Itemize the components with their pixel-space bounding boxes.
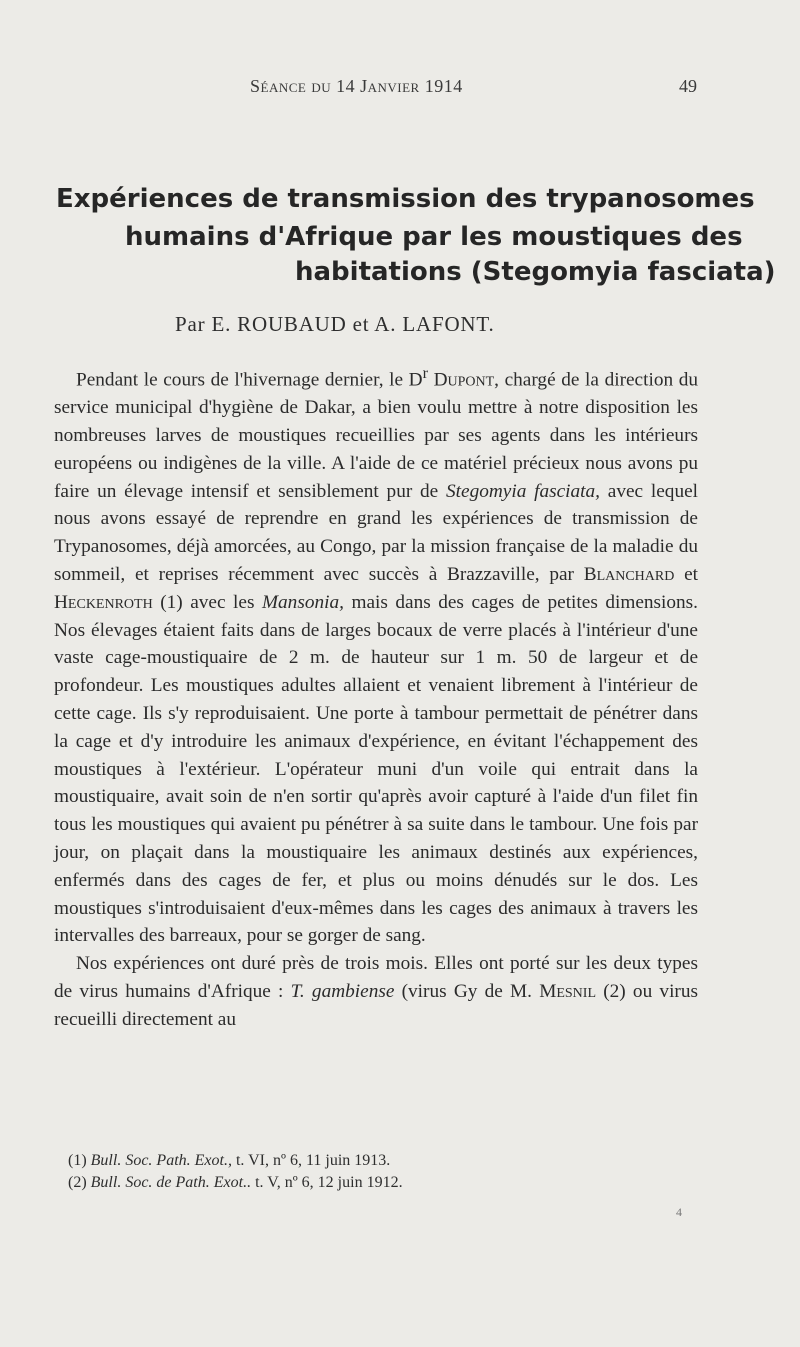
author-name: Blanchard [583,564,675,585]
article-title-line-3: habitations (Stegomyia fasciata) [295,257,776,287]
article-body [54,360,698,1034]
species-name: T. gambiense [290,980,395,1002]
author-byline: Par E. ROUBAUD et A. LAFONT. [175,312,495,336]
species-name: Mansonia, [261,591,344,613]
footnote-1: (1) Bull. Soc. Path. Exot., t. VI, nº 6, 11 juin 1913. [68,1152,391,1169]
article-title-line-1: Expériences de transmission des trypanosomes [56,184,755,214]
footnote-2: (2) Bull. Soc. de Path. Exot.. t. V, nº 6, 12 juin 1912. [68,1174,403,1191]
species-name: Stegomyia fasciata, [446,480,601,502]
margin-mark: 4 [676,1205,682,1219]
paragraph-1: Pendant le cours de l'hivernage dernier, le $D^r$ Dupont, chargé de la direction du service municipal d'hygiène de Dakar, a bien voulu mettre à notre disposition les nombreuses larves de moustiques recueillies par ses agents dans les intérieurs européens ou indigènes de la ville. A l'aide de ce matériel précieux nous avons pu faire un élevage intensif et sensiblement pur de Stegomyia fasciata, avec lequel nous avons essayé de reprendre en grand les expériences de transmission de Trypanosomes, déjà amorcées, au Congo, par la mission française de la maladie du sommeil, et reprises récemment avec succès à Brazzaville, par Blanchard et Heckenroth (1) avec les Mansonia, mais dans des cages de petites dimensions. Nos élevages étaient faits dans de larges bocaux de verre placés à l'intérieur d'une vaste cage-moustiquaire de 2 m. de hauteur sur 1 m. 50 de largeur et de profondeur. Les moustiques adultes allaient et venaient librement à l'intérieur de cette cage. Ils s'y reproduisaient. Une porte à tambour permettait de pénétrer dans la cage et d'y introduire les animaux d'expérience, en évitant l'échappement des moustiques à l'extérieur. L'opérateur muni d'un voile qui entrait dans la moustiquaire, avait soin de n'en sortir qu'après avoir capturé à l'aide d'un filet fin tous les moustiques qui avaient pu pénétrer à sa suite dans le tambour. Une fois par jour, on plaçait dans la moustiquaire les animaux destinés aux expériences, enfermés dans des cages de fer, et plus ou moins dénudés sur le dos. Les moustiques s'introduisaient d'eux-mêmes dans les cages des animaux à travers les intervalles des barreaux, pour se gorger de sang. [54,365,698,947]
article-title-line-2: humains d'Afrique par les moustiques des [125,222,743,252]
page-number: 49 [679,76,697,96]
author-name: Dupont [433,369,495,391]
author-name: Mesnil [539,980,597,1002]
footnotes [68,1150,668,1194]
running-head: Séance du 14 Janvier 1914 [250,76,463,96]
author-name: Heckenroth [54,591,153,613]
paragraph-2: Nos expériences ont duré près de trois mois. Elles ont porté sur les deux types de virus humains d'Afrique : T. gambiense (virus Gy de M. Mesnil (2) ou virus recueilli directement au [54,953,698,1030]
